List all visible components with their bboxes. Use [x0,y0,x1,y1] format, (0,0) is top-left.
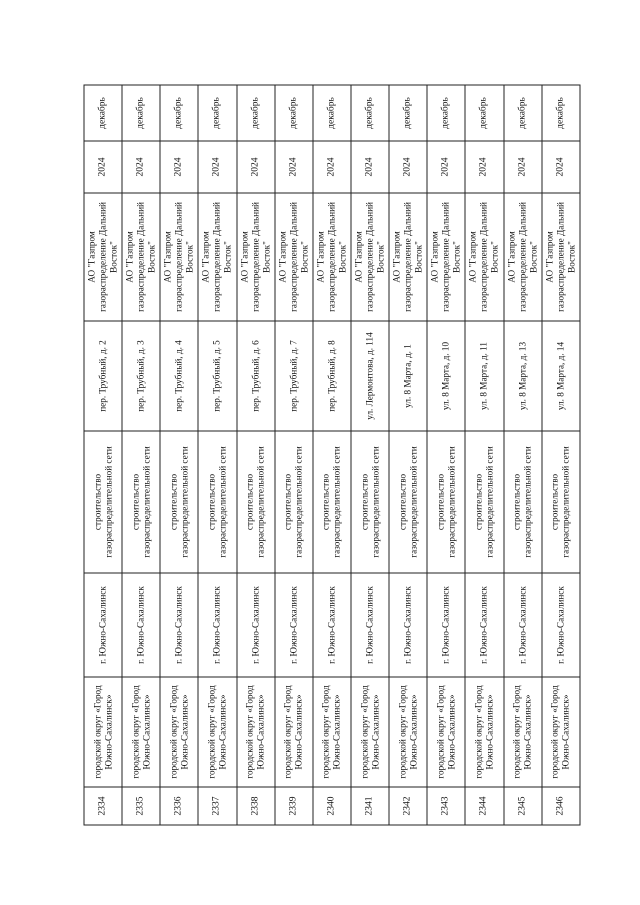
row-number: 2341 [351,787,389,825]
row-number: 2344 [465,787,503,825]
year-cell: 2024 [427,141,465,193]
district-cell: городской округ «Город Южно-Сахалинск» [84,677,122,787]
address-cell: пер. Трубный, д. 6 [237,321,275,431]
table-row [122,85,160,825]
district-cell: городской округ «Город Южно-Сахалинск» [198,677,236,787]
city-cell: г. Южно-Сахалинск [275,573,313,677]
month-cell: декабрь [84,85,122,141]
year-cell: 2024 [542,141,580,193]
year-cell: 2024 [351,141,389,193]
table-row [542,85,580,825]
district-cell: городской округ «Город Южно-Сахалинск» [542,677,580,787]
table-row [465,85,503,825]
row-number: 2337 [198,787,236,825]
owner-cell: АО "Газпром газораспределение Дальний Восток" [313,193,351,321]
row-number: 2346 [542,787,580,825]
district-cell: городской округ «Город Южно-Сахалинск» [122,677,160,787]
district-cell: городской округ «Город Южно-Сахалинск» [389,677,427,787]
table-row [351,85,389,825]
row-number: 2340 [313,787,351,825]
address-cell: ул. 8 Марта, д. 13 [504,321,542,431]
city-cell: г. Южно-Сахалинск [237,573,275,677]
work-type-cell: строительство газораспределительной сети [504,431,542,573]
city-cell: г. Южно-Сахалинск [427,573,465,677]
owner-cell: АО "Газпром газораспределение Дальний Восток" [465,193,503,321]
table-row [160,85,198,825]
work-type-cell: строительство газораспределительной сети [313,431,351,573]
work-type-cell: строительство газораспределительной сети [389,431,427,573]
owner-cell: АО "Газпром газораспределение Дальний Восток" [84,193,122,321]
city-cell: г. Южно-Сахалинск [84,573,122,677]
district-cell: городской округ «Город Южно-Сахалинск» [237,677,275,787]
row-number: 2339 [275,787,313,825]
work-type-cell: строительство газораспределительной сети [160,431,198,573]
month-cell: декабрь [504,85,542,141]
month-cell: декабрь [122,85,160,141]
city-cell: г. Южно-Сахалинск [351,573,389,677]
month-cell: декабрь [313,85,351,141]
month-cell: декабрь [542,85,580,141]
owner-cell: АО "Газпром газораспределение Дальний Восток" [427,193,465,321]
year-cell: 2024 [122,141,160,193]
address-cell: пер. Трубный, д. 2 [84,321,122,431]
owner-cell: АО "Газпром газораспределение Дальний Восток" [542,193,580,321]
row-number: 2336 [160,787,198,825]
month-cell: декабрь [465,85,503,141]
city-cell: г. Южно-Сахалинск [389,573,427,677]
district-cell: городской округ «Город Южно-Сахалинск» [465,677,503,787]
district-cell: городской округ «Город Южно-Сахалинск» [313,677,351,787]
scanned-page [84,86,581,826]
address-cell: пер. Трубный, д. 3 [122,321,160,431]
row-number: 2335 [122,787,160,825]
work-type-cell: строительство газораспределительной сети [122,431,160,573]
table-row [313,85,351,825]
table-row [237,85,275,825]
month-cell: декабрь [160,85,198,141]
year-cell: 2024 [389,141,427,193]
owner-cell: АО "Газпром газораспределение Дальний Восток" [122,193,160,321]
row-number: 2338 [237,787,275,825]
row-number: 2343 [427,787,465,825]
district-cell: городской округ «Город Южно-Сахалинск» [160,677,198,787]
work-type-cell: строительство газораспределительной сети [465,431,503,573]
year-cell: 2024 [198,141,236,193]
month-cell: декабрь [389,85,427,141]
row-number: 2342 [389,787,427,825]
year-cell: 2024 [465,141,503,193]
district-cell: городской округ «Город Южно-Сахалинск» [275,677,313,787]
table-row [427,85,465,825]
table-row [275,85,313,825]
city-cell: г. Южно-Сахалинск [504,573,542,677]
city-cell: г. Южно-Сахалинск [198,573,236,677]
owner-cell: АО "Газпром газораспределение Дальний Восток" [351,193,389,321]
address-cell: ул. Лермонтова, д. 114 [351,321,389,431]
address-cell: ул. 8 Марта, д. 10 [427,321,465,431]
address-cell: ул. 8 Марта, д. 11 [465,321,503,431]
district-cell: городской округ «Город Южно-Сахалинск» [427,677,465,787]
address-cell: пер. Трубный, д. 5 [198,321,236,431]
address-cell: пер. Трубный, д. 8 [313,321,351,431]
row-number: 2334 [84,787,122,825]
row-number: 2345 [504,787,542,825]
table-row [504,85,542,825]
city-cell: г. Южно-Сахалинск [465,573,503,677]
year-cell: 2024 [313,141,351,193]
owner-cell: АО "Газпром газораспределение Дальний Восток" [389,193,427,321]
city-cell: г. Южно-Сахалинск [122,573,160,677]
year-cell: 2024 [275,141,313,193]
gasification-table [84,85,581,826]
month-cell: декабрь [198,85,236,141]
work-type-cell: строительство газораспределительной сети [351,431,389,573]
work-type-cell: строительство газораспределительной сети [427,431,465,573]
table-row [84,85,122,825]
city-cell: г. Южно-Сахалинск [313,573,351,677]
year-cell: 2024 [160,141,198,193]
year-cell: 2024 [237,141,275,193]
month-cell: декабрь [237,85,275,141]
work-type-cell: строительство газораспределительной сети [198,431,236,573]
address-cell: пер. Трубный, д. 4 [160,321,198,431]
month-cell: декабрь [275,85,313,141]
district-cell: городской округ «Город Южно-Сахалинск» [504,677,542,787]
address-cell: ул. 8 Марта, д. 14 [542,321,580,431]
year-cell: 2024 [84,141,122,193]
owner-cell: АО "Газпром газораспределение Дальний Восток" [275,193,313,321]
work-type-cell: строительство газораспределительной сети [542,431,580,573]
owner-cell: АО "Газпром газораспределение Дальний Восток" [198,193,236,321]
month-cell: декабрь [427,85,465,141]
work-type-cell: строительство газораспределительной сети [237,431,275,573]
owner-cell: АО "Газпром газораспределение Дальний Восток" [160,193,198,321]
table-row [389,85,427,825]
city-cell: г. Южно-Сахалинск [542,573,580,677]
owner-cell: АО "Газпром газораспределение Дальний Восток" [237,193,275,321]
work-type-cell: строительство газораспределительной сети [84,431,122,573]
table-row [198,85,236,825]
table-body [84,85,580,825]
address-cell: пер. Трубный, д. 7 [275,321,313,431]
district-cell: городской округ «Город Южно-Сахалинск» [351,677,389,787]
month-cell: декабрь [351,85,389,141]
address-cell: ул. 8 Марта, д. 1 [389,321,427,431]
year-cell: 2024 [504,141,542,193]
work-type-cell: строительство газораспределительной сети [275,431,313,573]
city-cell: г. Южно-Сахалинск [160,573,198,677]
owner-cell: АО "Газпром газораспределение Дальний Восток" [504,193,542,321]
